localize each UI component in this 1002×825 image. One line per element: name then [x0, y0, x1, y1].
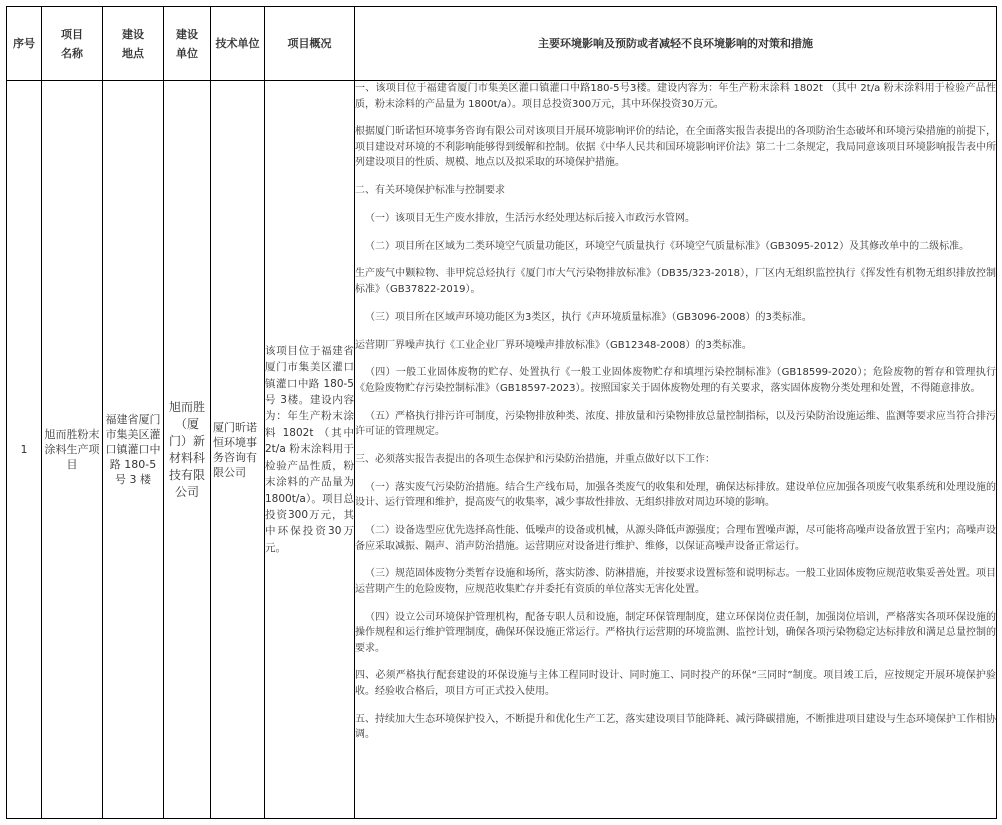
cell-overview: 该项目位于福建省厦门市集美区灌口镇灌口中路 180-5 号 3楼。建设内容为：年生产粉末涂料 1802t （其中 2t/a 粉末涂料用于检验产品性质，粉末涂料的产品量为 1800t/a）。项目总投资300万元，其中环保投资30万元。 — [265, 81, 355, 819]
measure-paragraph: 四、必须严格执行配套建设的环保设施与主体工程同时设计、同时施工、同时投产的环保“三同时”制度。项目竣工后，应按规定开展环境保护验收。经验收合格后，项目方可正式投入使用。 — [355, 670, 996, 697]
measure-paragraph: （三）项目所在区域声环境功能区为3类区，执行《声环境质量标准》（GB3096-2008）的3类标准。 — [365, 311, 812, 323]
table-row — [7, 81, 997, 819]
measure-paragraph: 生产废气中颗粒物、非甲烷总烃执行《厦门市大气污染物排放标准》（DB35/323-2018），厂区内无组织监控执行《挥发性有机物无组织排放控制标准》（GB37822-2019）。 — [355, 268, 996, 295]
header-measures: 主要环境影响及预防或者减轻不良环境影响的对策和措施 — [355, 7, 997, 81]
measure-paragraph: （三）规范固体废物分类暂存设施和场所，落实防渗、防淋措施，并按要求设置标签和说明标志。一般工业固体废物应规范收集妥善处置。项目运营期产生的危险废物，应规范收集贮存并委托有资质的单位落实无害化处置。 — [355, 568, 996, 595]
measure-paragraph: （二）项目所在区域为二类环境空气质量功能区，环境空气质量执行《环境空气质量标准》（GB3095-2012）及其修改单中的二级标准。 — [365, 240, 970, 252]
header-location: 建设 地点 — [103, 7, 164, 81]
header-tech-unit: 技术单位 — [211, 7, 265, 81]
approval-table — [6, 6, 997, 819]
cell-measures — [355, 81, 997, 819]
header-construction-unit: 建设 单位 — [164, 7, 211, 81]
cell-construction-unit: 旭而胜（厦门）新材料科技有限公司 — [164, 81, 211, 819]
cell-tech-unit: 厦门昕诺恒环境事务咨询有限公司 — [211, 81, 265, 819]
measure-paragraph: （一）落实废气污染防治措施。结合生产线布局，加强各类废气的收集和处理，确保达标排放。建设单位应加强各项废气收集系统和处理设施的设计、运行管理和维护，提高废气的收集率，减少事故性排放、无组织排放对周边环境的影响。 — [355, 481, 996, 509]
cell-location: 福建省厦门市集美区灌口镇灌口中路 180-5 号 3 楼 — [103, 81, 164, 819]
measure-paragraph: （一）该项目无生产废水排放，生活污水经处理达标后接入市政污水管网。 — [365, 212, 695, 224]
measure-paragraph: （二）设备选型应优先选择高性能、低噪声的设备或机械，从源头降低声源强度；合理布置噪声源，尽可能将高噪声设备放置于室内；高噪声设备应采取减振、隔声、消声防治措施。运营期应对设备进行维护、维修，以保证高噪声设备正常运行。 — [355, 525, 996, 552]
measure-paragraph: 一、该项目位于福建省厦门市集美区灌口镇灌口中路180-5号3楼。建设内容为：年生产粉末涂料 1802t （其中 2t/a 粉末涂料用于检验产品性质，粉末涂料的产品量为 1800t/a）。项目总投资300万元，其中环保投资30万元。 — [355, 83, 996, 110]
measure-paragraph: （四）一般工业固体废物的贮存、处置执行《一般工业固体废物贮存和填埋污染控制标准》（GB18599-2020）；危险废物的暂存和管理执行《危险废物贮存污染控制标准》（GB18597-2023）。按照国家关于固体废物处理的有关要求，落实固体废物分类处理和处置，不得随意排放。 — [355, 367, 996, 394]
measure-paragraph: 根据厦门昕诺恒环境事务咨询有限公司对该项目开展环境影响评价的结论，在全面落实报告表提出的各项防治生态破坏和环境污染措施的前提下，项目建设对环境的不利影响能够得到缓解和控制。依据《中华人民共和国环境影响评价法》第二十二条规定，我局同意该项目环境影响报告表中所列建设项目的性质、规模、地点以及拟采取的环境保护措施。 — [355, 126, 996, 169]
header-seq: 序号 — [7, 7, 42, 81]
header-overview: 项目概况 — [265, 7, 355, 81]
measure-paragraph: （五）严格执行排污许可制度，污染物排放种类、浓度、排放量和污染物排放总量控制指标，以及污染防治设施运维、监测等要求应当符合排污许可证的管理规定。 — [355, 410, 996, 438]
cell-project-name: 旭而胜粉末涂料生产项目 — [42, 81, 103, 819]
measure-paragraph: 运营期厂界噪声执行《工业企业厂界环境噪声排放标准》（GB12348-2008）的3类标准。 — [355, 339, 752, 351]
header-row — [7, 7, 997, 81]
measure-paragraph: 三、必须落实报告表提出的各项生态保护和污染防治措施，并重点做好以下工作： — [355, 453, 715, 465]
measure-paragraph: 五、持续加大生态环境保护投入，不断提升和优化生产工艺，落实建设项目节能降耗、减污降碳措施，不断推进项目建设与生态环境保护工作相协调。 — [355, 713, 996, 741]
measure-paragraph: 二、有关环境保护标准与控制要求 — [355, 185, 505, 197]
measure-paragraph: （四）设立公司环境保护管理机构，配备专职人员和设施，制定环保管理制度，建立环保岗位责任制，加强岗位培训，严格落实各项环保设施的操作规程和运行维护管理制度，确保环保设施正常运行。严格执行运营期的环境监测、监控计划，确保各项污染物稳定达标排放和满足总量控制的要求。 — [355, 611, 996, 654]
cell-seq: 1 — [7, 81, 42, 819]
header-project-name: 项目 名称 — [42, 7, 103, 81]
